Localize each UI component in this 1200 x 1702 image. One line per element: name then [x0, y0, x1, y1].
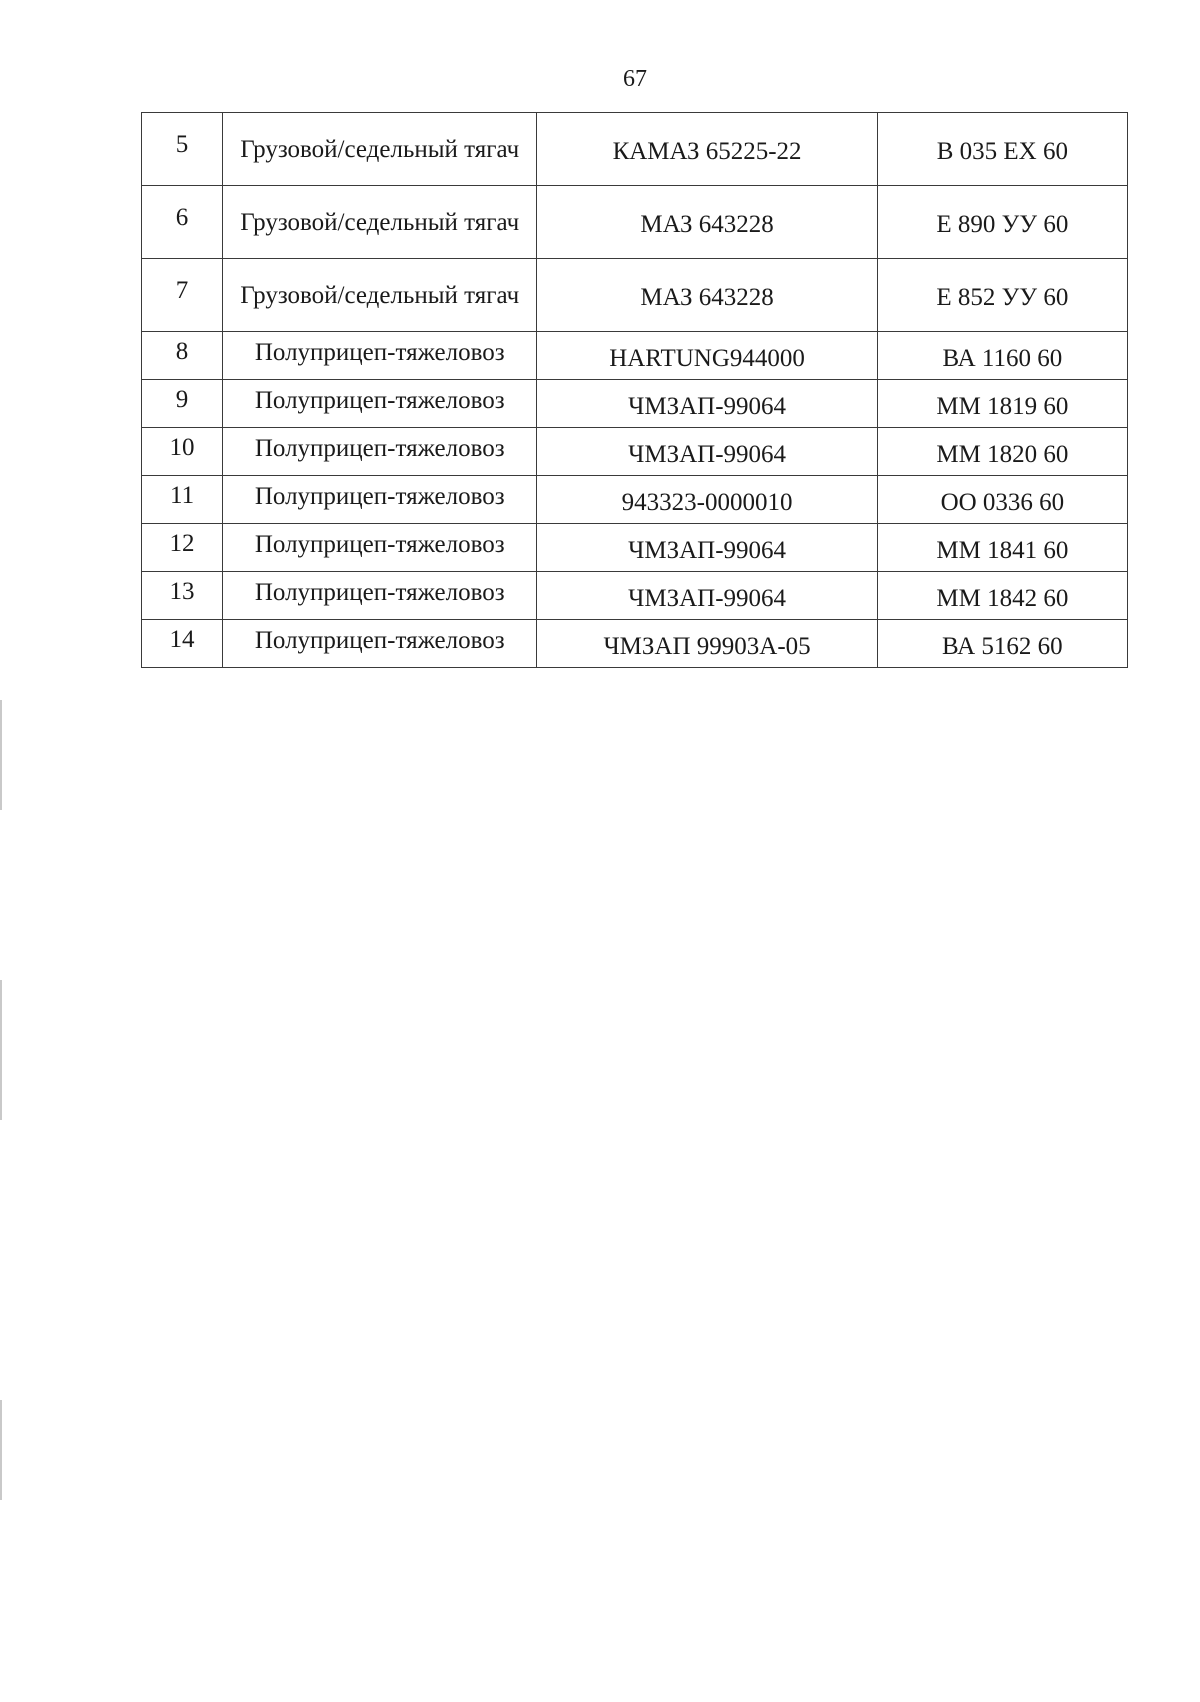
vehicle-model-cell: ЧМЗАП-99064	[537, 524, 877, 572]
table-row	[142, 428, 1128, 476]
table-row	[142, 332, 1128, 380]
plate-number-cell: ММ 1819 60	[877, 380, 1127, 428]
plate-number-cell: ВА 1160 60	[877, 332, 1127, 380]
plate-number-cell: Е 890 УУ 60	[877, 186, 1127, 259]
vehicle-model-cell: ЧМЗАП-99064	[537, 380, 877, 428]
row-number-cell: 7	[142, 259, 223, 332]
row-number-cell: 6	[142, 186, 223, 259]
vehicle-type-cell: Полуприцеп-тяжеловоз	[223, 620, 537, 668]
plate-number-cell: ММ 1820 60	[877, 428, 1127, 476]
plate-number-cell: Е 852 УУ 60	[877, 259, 1127, 332]
scan-edge-mark	[0, 980, 2, 1120]
table-row	[142, 524, 1128, 572]
row-number-cell: 13	[142, 572, 223, 620]
table-row	[142, 380, 1128, 428]
vehicle-model-cell: ЧМЗАП-99064	[537, 572, 877, 620]
vehicle-type-cell: Полуприцеп-тяжеловоз	[223, 476, 537, 524]
row-number-cell: 5	[142, 113, 223, 186]
table-row	[142, 572, 1128, 620]
row-number-cell: 8	[142, 332, 223, 380]
table-row	[142, 113, 1128, 186]
vehicle-type-cell: Грузовой/седельный тягач	[223, 113, 537, 186]
row-number-cell: 12	[142, 524, 223, 572]
page-number: 67	[623, 66, 647, 92]
plate-number-cell: В 035 ЕХ 60	[877, 113, 1127, 186]
vehicle-type-cell: Полуприцеп-тяжеловоз	[223, 524, 537, 572]
vehicle-model-cell: HARTUNG944000	[537, 332, 877, 380]
plate-number-cell: ВА 5162 60	[877, 620, 1127, 668]
plate-number-cell: ММ 1842 60	[877, 572, 1127, 620]
plate-number-cell: ОО 0336 60	[877, 476, 1127, 524]
table-row	[142, 476, 1128, 524]
scan-edge-mark	[0, 1400, 2, 1500]
scan-edge-mark	[0, 700, 2, 810]
row-number-cell: 14	[142, 620, 223, 668]
vehicle-model-cell: 943323-0000010	[537, 476, 877, 524]
vehicle-type-cell: Полуприцеп-тяжеловоз	[223, 332, 537, 380]
table-row	[142, 620, 1128, 668]
vehicle-model-cell: МАЗ 643228	[537, 259, 877, 332]
vehicle-model-cell: МАЗ 643228	[537, 186, 877, 259]
vehicle-table	[141, 112, 1128, 668]
vehicle-model-cell: КАМАЗ 65225-22	[537, 113, 877, 186]
vehicle-type-cell: Полуприцеп-тяжеловоз	[223, 380, 537, 428]
vehicle-type-cell: Полуприцеп-тяжеловоз	[223, 572, 537, 620]
vehicle-type-cell: Грузовой/седельный тягач	[223, 259, 537, 332]
vehicle-model-cell: ЧМЗАП-99064	[537, 428, 877, 476]
table-row	[142, 186, 1128, 259]
vehicle-type-cell: Полуприцеп-тяжеловоз	[223, 428, 537, 476]
vehicle-type-cell: Грузовой/седельный тягач	[223, 186, 537, 259]
row-number-cell: 11	[142, 476, 223, 524]
table-row	[142, 259, 1128, 332]
row-number-cell: 10	[142, 428, 223, 476]
plate-number-cell: ММ 1841 60	[877, 524, 1127, 572]
row-number-cell: 9	[142, 380, 223, 428]
vehicle-model-cell: ЧМЗАП 99903А-05	[537, 620, 877, 668]
